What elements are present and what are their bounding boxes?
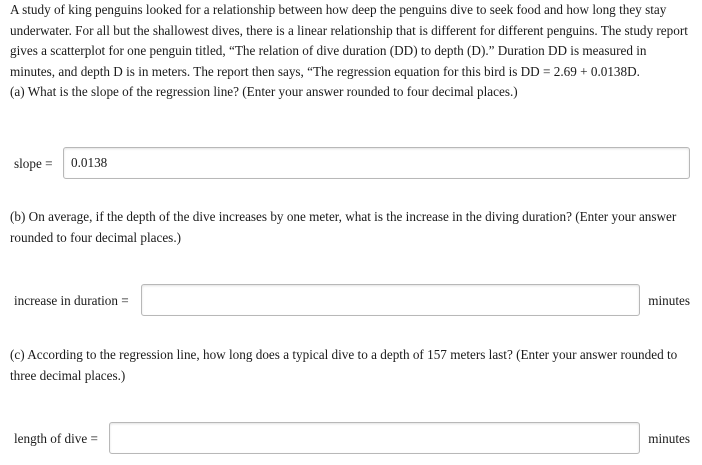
question-part-c: (c) According to the regression line, how long does a typical dive to a depth of 157 meters last? (Enter your answer rounded to three decimal places.) (10, 347, 678, 383)
increase-in-duration-label: increase in duration = (14, 293, 129, 308)
length-unit-label: minutes (648, 431, 690, 446)
length-of-dive-label: length of dive = (14, 431, 98, 446)
question-part-a: (a) What is the slope of the regression line? (Enter your answer rounded to four decimal places.) (10, 84, 518, 99)
answer-row-length-of-dive (14, 422, 690, 456)
increase-in-duration-input[interactable] (141, 284, 640, 316)
slope-label: slope = (14, 156, 53, 171)
answer-row-slope (14, 147, 690, 181)
length-of-dive-input[interactable] (109, 422, 640, 454)
increase-unit-label: minutes (648, 293, 690, 308)
question-part-b: (b) On average, if the depth of the dive increases by one meter, what is the increase in the diving duration? (Enter your answer rounded to four decimal places.) (10, 209, 677, 245)
problem-statement: A study of king penguins looked for a relationship between how deep the penguins dive to seek food and how long they stay underwater. For all but the shallowest dives, there is a linear relationship that is different for different penguins. The study report gives a scatterplot for one penguin titled, “The relation of dive duration (DD) to depth (D).” Duration DD is measured in minutes, and depth D is in meters. The report then says, “The regression equation for this bird is DD = 2.69 + 0.0138D. (10, 2, 688, 79)
slope-input[interactable] (63, 147, 690, 179)
answer-row-increase-in-duration (14, 284, 690, 318)
